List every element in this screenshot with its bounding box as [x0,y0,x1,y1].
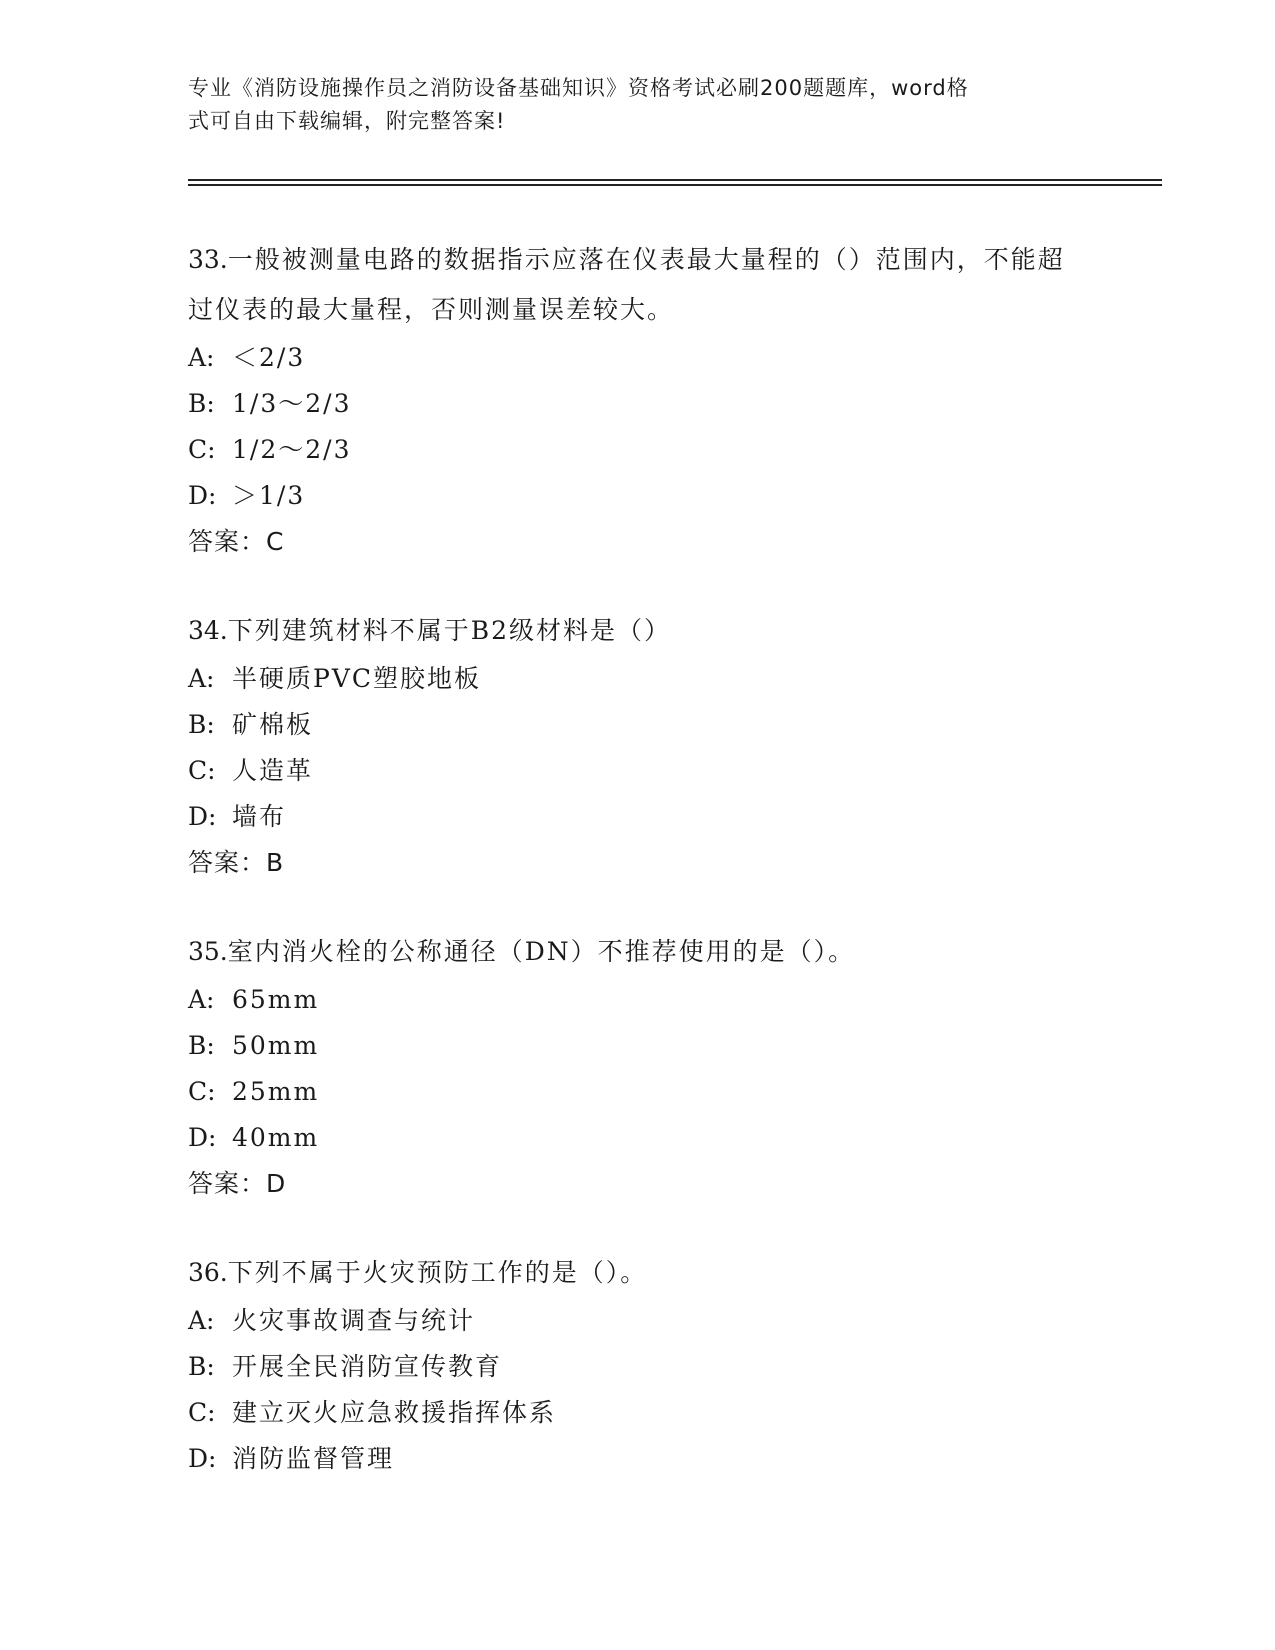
document-header [188,72,1088,138]
option-d [188,1115,1088,1161]
option-b [188,1023,1088,1069]
header-line-2: 式可自由下载编辑，附完整答案! [188,109,506,133]
option-letter: D: [188,802,217,831]
option-letter: A: [188,985,215,1014]
option-text: 人造革 [232,756,314,785]
question-33 [188,235,1088,565]
option-a [188,335,1088,381]
answer-label: 答案：C [188,527,285,556]
question-body: 下列建筑材料不属于B2级材料是（） [227,616,672,645]
option-d [188,1436,1088,1482]
option-a [188,977,1088,1023]
question-35 [188,927,1088,1207]
option-letter: C: [188,435,216,464]
option-text: 50mm [232,1031,320,1060]
option-text: 墙布 [232,802,287,831]
option-b [188,1344,1088,1390]
option-b [188,381,1088,427]
question-text [188,235,1088,335]
option-letter: D: [188,1444,217,1473]
question-text [188,1248,1088,1298]
option-letter: A: [188,343,215,372]
option-letter: D: [188,1123,217,1152]
option-text: 25mm [232,1077,320,1106]
question-text [188,927,1088,977]
option-d [188,473,1088,519]
option-letter: A: [188,664,215,693]
option-text: 开展全民消防宣传教育 [232,1352,503,1381]
option-text: 建立灭火应急救援指挥体系 [232,1398,557,1427]
question-number: 34. [188,616,228,645]
option-a [188,656,1088,702]
option-text: ＜2/3 [232,343,306,372]
option-a [188,1298,1088,1344]
question-text [188,606,1088,656]
option-letter: C: [188,1077,216,1106]
option-letter: B: [188,710,215,739]
question-body: 一般被测量电路的数据指示应落在仪表最大量程的（）范围内，不能超过仪表的最大量程，否则测量误差较大。 [188,245,1065,324]
option-text: ＞1/3 [232,481,306,510]
header-line-1: 专业《消防设施操作员之消防设备基础知识》资格考试必刷200题题库，word格 [188,76,969,100]
option-c [188,427,1088,473]
question-36 [188,1248,1088,1482]
header-divider-bottom [188,184,1162,186]
option-text: 火灾事故调查与统计 [232,1306,476,1335]
option-d [188,794,1088,840]
question-list [188,235,1088,1523]
answer-label: 答案：B [188,848,285,877]
option-text: 40mm [232,1123,320,1152]
option-letter: B: [188,1352,215,1381]
option-text: 65mm [232,985,320,1014]
option-letter: A: [188,1306,215,1335]
option-text: 消防监督管理 [232,1444,395,1473]
header-divider-top [188,179,1162,181]
option-letter: C: [188,1398,216,1427]
option-letter: B: [188,389,215,418]
option-c [188,748,1088,794]
option-b [188,702,1088,748]
answer-label: 答案：D [188,1169,287,1198]
question-34 [188,606,1088,886]
question-number: 35. [188,937,228,966]
option-c [188,1390,1088,1436]
option-text: 矿棉板 [232,710,314,739]
option-letter: B: [188,1031,215,1060]
option-text: 半硬质PVC塑胶地板 [232,664,482,693]
option-letter: C: [188,756,216,785]
question-number: 36. [188,1258,228,1287]
question-body: 室内消火栓的公称通径（DN）不推荐使用的是（）。 [227,937,856,966]
option-letter: D: [188,481,217,510]
question-body: 下列不属于火灾预防工作的是（）。 [227,1258,648,1287]
option-c [188,1069,1088,1115]
question-number: 33. [188,245,228,274]
option-text: 1/3～2/3 [232,389,352,418]
option-text: 1/2～2/3 [232,435,352,464]
